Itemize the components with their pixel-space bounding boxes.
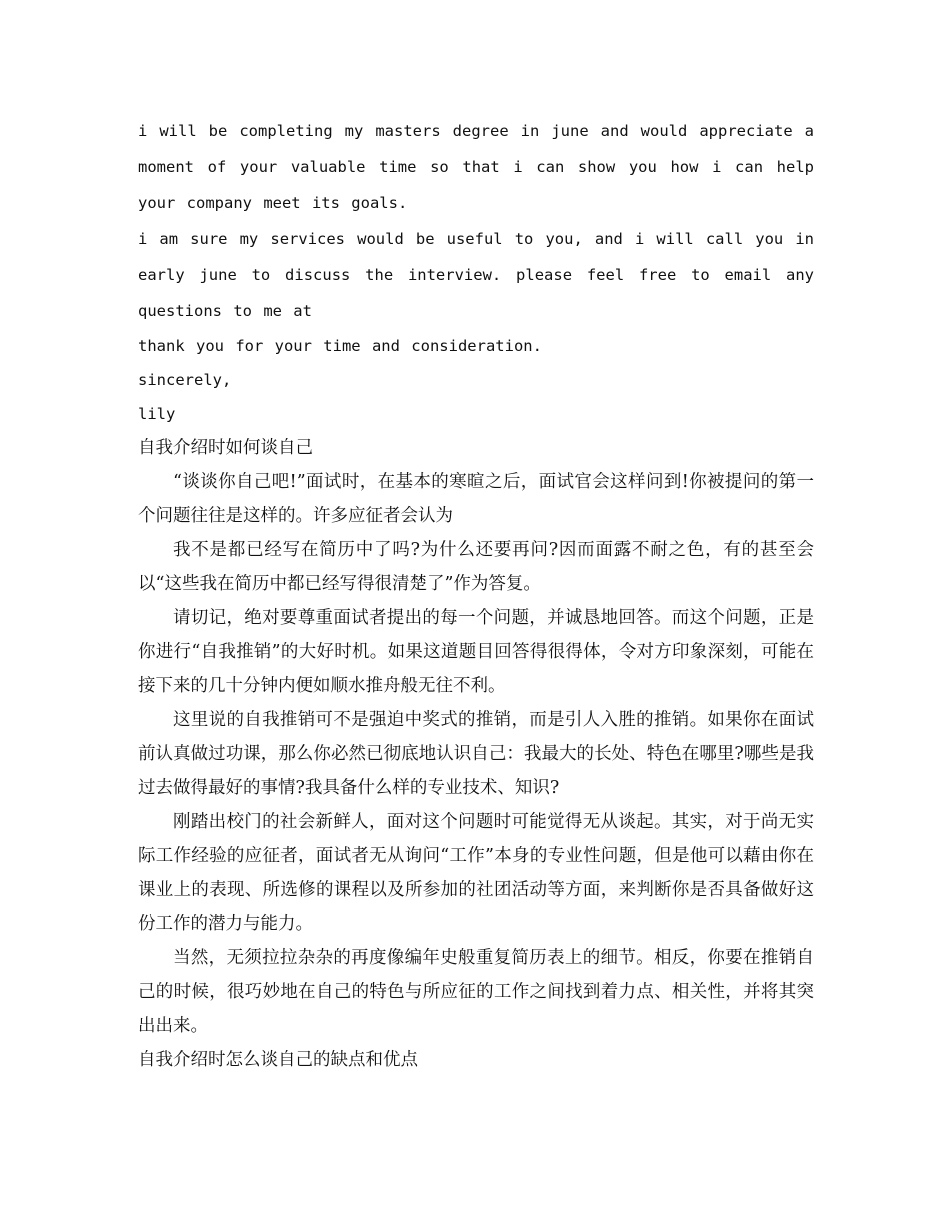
body-paragraph: 这里说的自我推销可不是强迫中奖式的推销，而是引人入胜的推销。如果你在面试前认真做过功课，那么你必然已彻底地认识自己：我最大的长处、特色在哪里?哪些是我过去做得最好的事情?我具备什么样的专业技术、知识? [138,710,814,798]
body-paragraph: 当然，无须拉拉杂杂的再度像编年史般重复简历表上的细节。相反，你要在推销自己的时候，很巧妙地在自己的特色与所应征的工作之间找到着力点、相关性，并将其突出出来。 [138,948,814,1036]
body-paragraph: 我不是都已经写在简历中了吗?为什么还要再问?因而面露不耐之色，有的甚至会以“这些我在简历中都已经写得很清楚了”作为答复。 [138,540,814,594]
section-heading-self-intro: 自我介绍时如何谈自己 [138,438,313,458]
body-paragraph: 请切记，绝对要尊重面试者提出的每一个问题，并诚恳地回答。而这个问题，正是你进行“自我推销”的大好时机。如果这道题目回答得很得体，令对方印象深刻，可能在接下来的几十分钟内便如顺水推舟般无往不利。 [138,608,814,696]
letter-paragraph-1: i will be completing my masters degree in june and would appreciate a moment of your valuable time so that i can show you how i can help your company meet its goals. [138,122,814,212]
letter-paragraph-2: i am sure my services would be useful to you, and i will call you in early june to discuss the interview. please feel free to email any questions to me at [138,230,814,320]
body-paragraph: “谈谈你自己吧!”面试时，在基本的寒暄之后，面试官会这样问到!你被提问的第一个问题往往是这样的。许多应征者会认为 [138,472,814,526]
letter-thanks: thank you for your time and consideration. [138,337,542,355]
letter-closing: sincerely, [138,371,232,389]
body-paragraph: 刚踏出校门的社会新鲜人，面对这个问题时可能觉得无从谈起。其实，对于尚无实际工作经验的应征者，面试者无从询问“工作”本身的专业性问题，但是他可以藉由你在课业上的表现、所选修的课程以及所参加的社团活动等方面，来判断你是否具备做好这份工作的潜力与能力。 [138,812,814,934]
section-heading-strengths-weaknesses: 自我介绍时怎么谈自己的缺点和优点 [138,1050,418,1070]
letter-signature: lily [138,405,176,423]
document-page [138,113,814,1077]
